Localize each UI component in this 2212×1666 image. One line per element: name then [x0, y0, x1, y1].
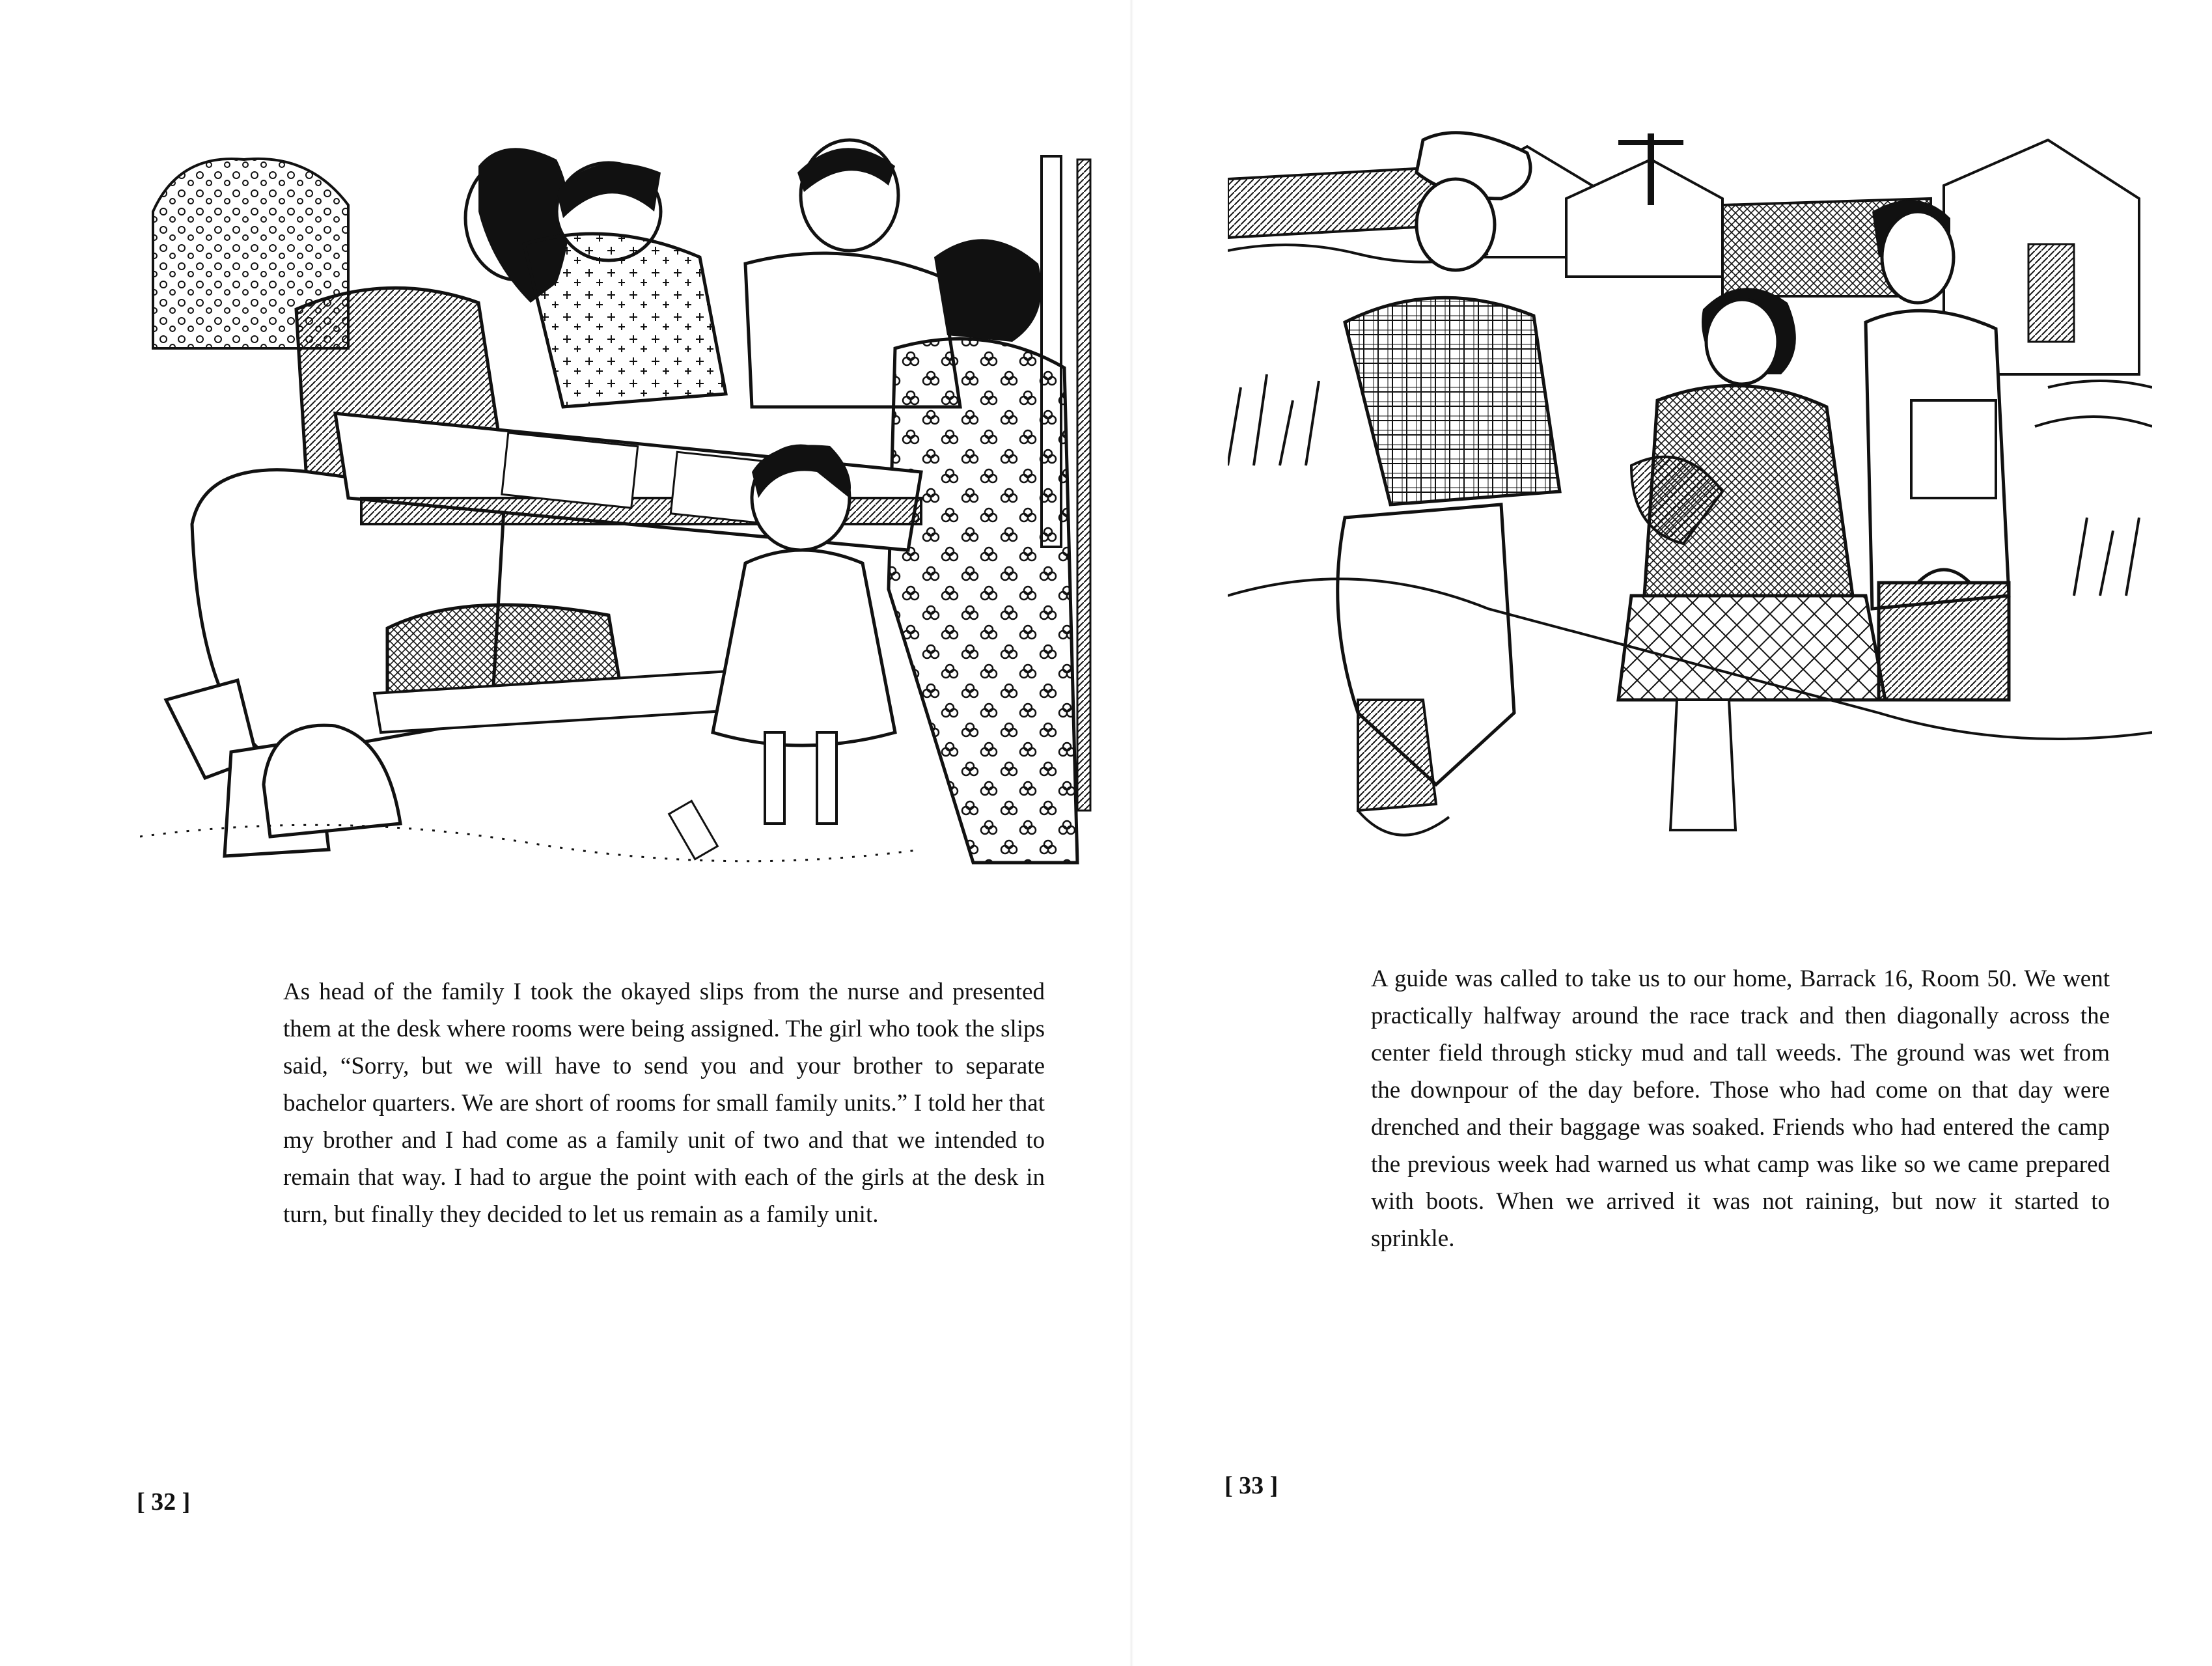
left-page-paragraph: As head of the family I took the okayed slips from the nurse and presented them at the desk where rooms were being assigned. The girl who took the slips said, “Sorry, but we will have to send you and your brother to separate bachelor quarters. We are short of rooms for small family units.” I told her that my brother and I had come as a family unit of two and that we intended to remain that way. I had to argue the point with each of the girls at the desk in turn, but finally they decided to let us remain as a family unit.: [283, 979, 1045, 1228]
ink-drawing-camp-walk: [1228, 127, 2152, 885]
illustration-walk-to-barrack: [1228, 127, 2152, 885]
ink-drawing-desk-scene: [140, 133, 1103, 872]
right-page: [1133, 0, 2212, 1666]
page-number-right: [ 33 ]: [1224, 1472, 1279, 1499]
illustration-room-assignment-desk: [140, 133, 1103, 872]
page-number-left: [ 32 ]: [137, 1488, 191, 1516]
right-page-paragraph: A guide was called to take us to our home, Barrack 16, Room 50. We went practically halfway around the race track and then diagonally across the center field through sticky mud and tall weeds. The ground was wet from the downpour of the day before. Those who had come on that day were drenched and their baggage was soaked. Friends who had entered the camp the previous week had warned us what camp was like so we came prepared with boots. When we arrived it was not raining, but now it started to sprinkle.: [1371, 965, 2110, 1252]
